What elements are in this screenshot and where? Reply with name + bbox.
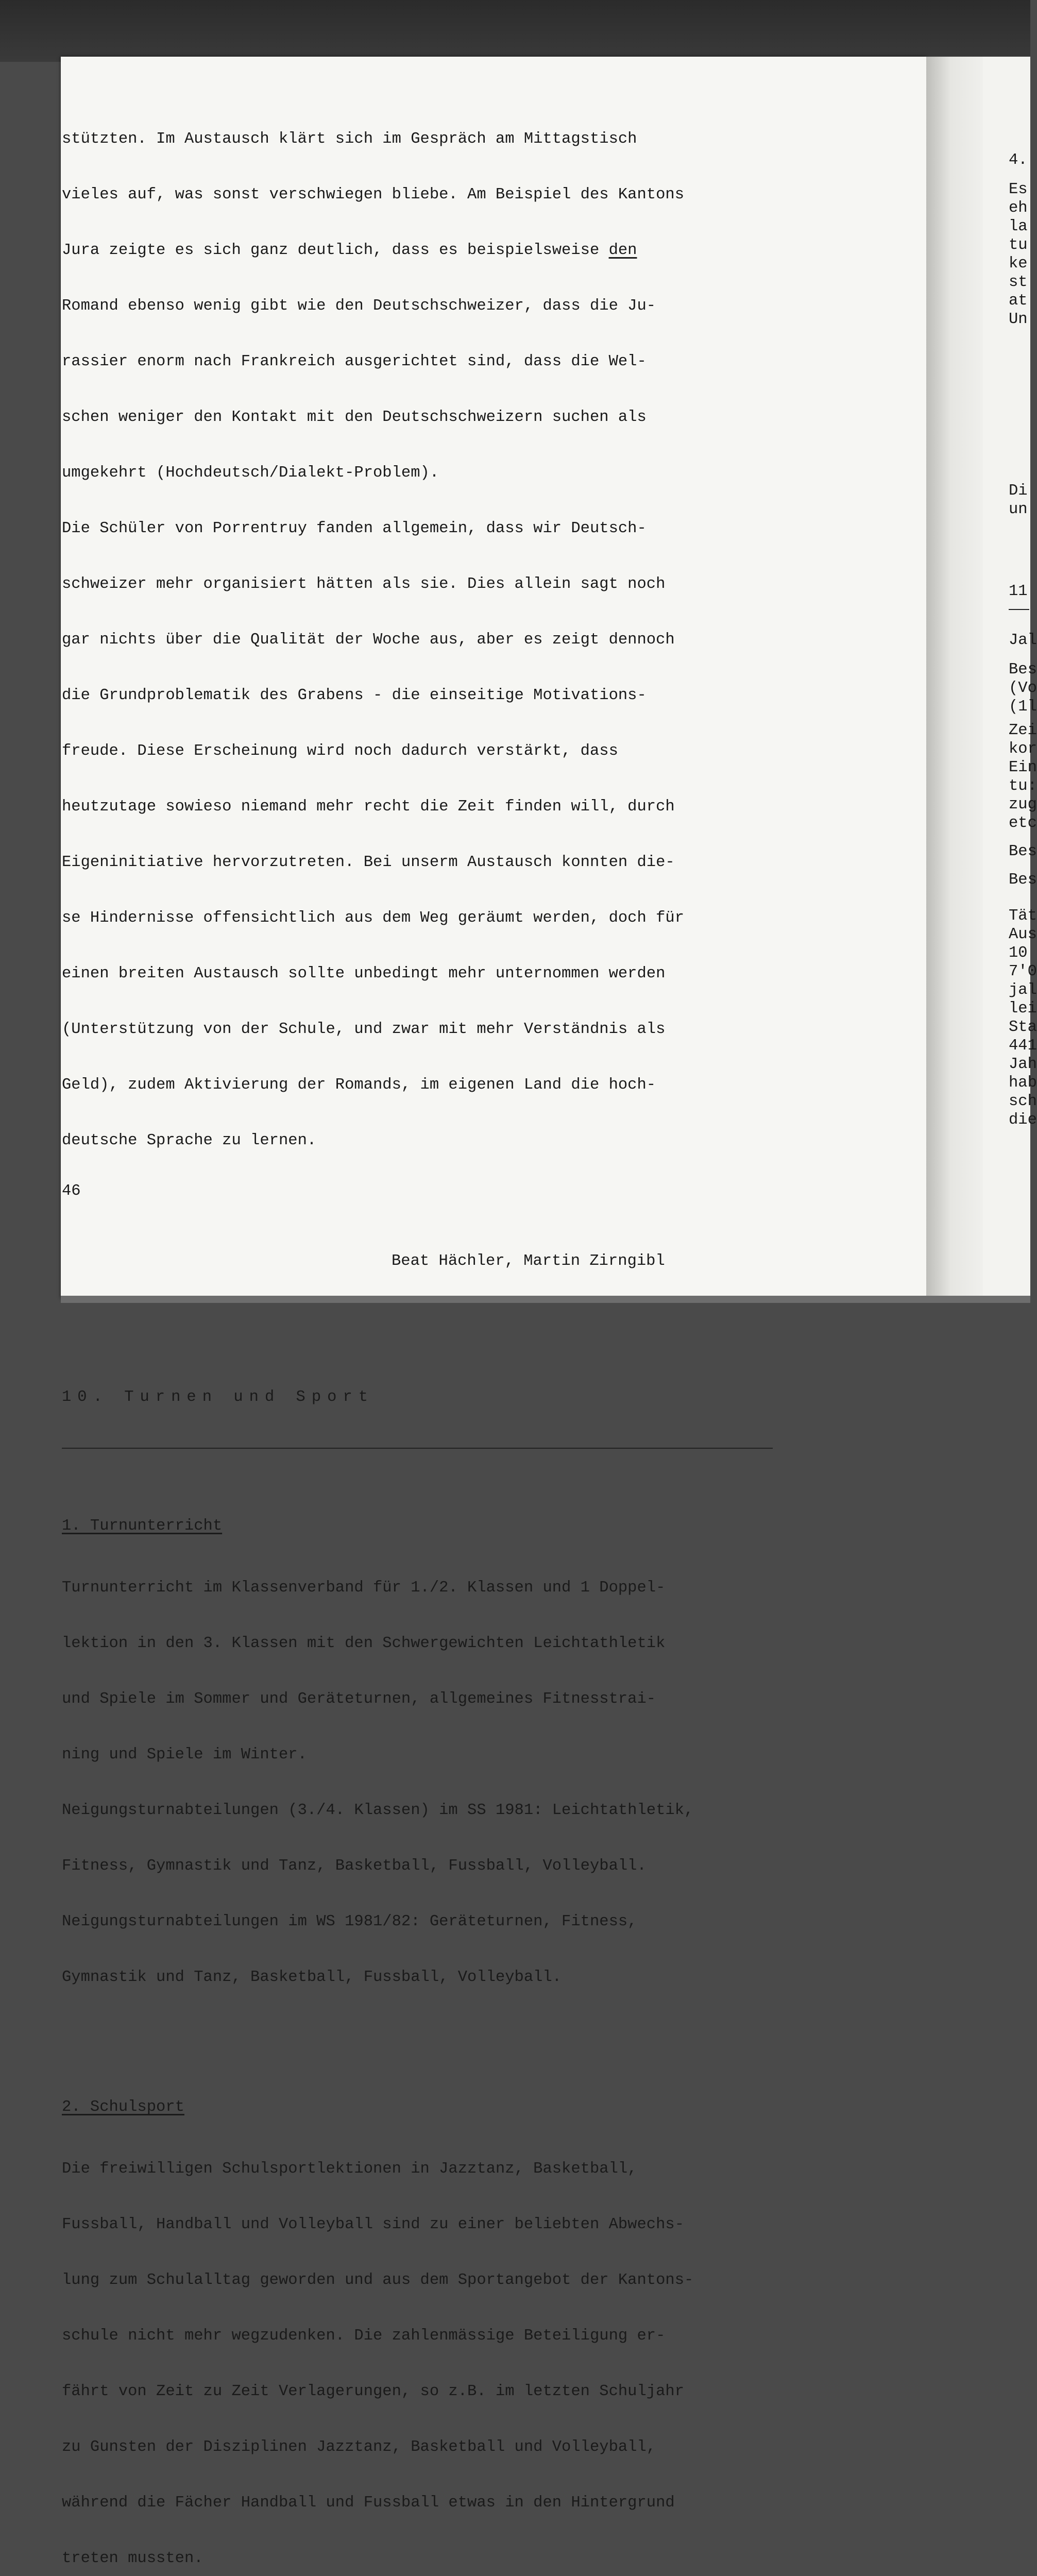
- page-body: [62, 93, 835, 2576]
- body-line: Geld), zudem Aktivierung der Romands, im eigenen Land die hoch-: [62, 1076, 656, 1094]
- right-fragment: 7'0: [1009, 963, 1037, 980]
- right-fragment: 11: [1009, 583, 1028, 600]
- subsection-title: 2. Schulsport: [62, 2098, 184, 2116]
- body-line: deutsche Sprache zu lernen.: [62, 1132, 317, 1149]
- right-fragment: Bes: [1009, 661, 1037, 679]
- body-line: treten mussten.: [62, 2550, 203, 2567]
- body-line: (Unterstützung von der Schule, und zwar mit mehr Verständnis als: [62, 1021, 666, 1038]
- body-line: se Hindernisse offensichtlich aus dem Weg geräumt werden, doch für: [62, 909, 684, 927]
- section-heading-rule: [62, 1448, 773, 1449]
- body-line: zu Gunsten der Disziplinen Jazztanz, Basketball und Volleyball,: [62, 2438, 656, 2456]
- right-fragment: Ein: [1009, 759, 1037, 776]
- body-line: Turnunterricht im Klassenverband für 1./2. Klassen und 1 Doppel-: [62, 1579, 666, 1597]
- body-line: Fussball, Handball und Volleyball sind zu einer beliebten Abwechs-: [62, 2216, 684, 2233]
- right-fragment: zug: [1009, 796, 1037, 814]
- book-gutter: [926, 57, 988, 1298]
- body-line: Romand ebenso wenig gibt wie den Deutschschweizer, dass die Ju-: [62, 297, 656, 315]
- right-fragment: Jal: [1009, 632, 1037, 649]
- body-line: heutzutage sowieso niemand mehr recht die Zeit finden will, durch: [62, 798, 675, 816]
- body-line: umgekehrt (Hochdeutsch/Dialekt-Problem).: [62, 464, 439, 482]
- body-line: fährt von Zeit zu Zeit Verlagerungen, so z.B. im letzten Schuljahr: [62, 2383, 684, 2400]
- body-line: stützten. Im Austausch klärt sich im Gespräch am Mittagstisch: [62, 130, 637, 148]
- right-fragment: Tät: [1009, 907, 1037, 925]
- right-fragment: Es: [1009, 181, 1028, 198]
- right-fragment: Bes: [1009, 843, 1037, 860]
- section-heading: 10. Turnen und Sport: [62, 1388, 375, 1406]
- body-line: rassier enorm nach Frankreich ausgerichtet sind, dass die Wel-: [62, 353, 647, 370]
- right-fragment: eh: [1009, 199, 1028, 217]
- body-line: ning und Spiele im Winter.: [62, 1746, 307, 1764]
- body-line: Neigungsturnabteilungen im WS 1981/82: Geräteturnen, Fitness,: [62, 1913, 637, 1930]
- body-line: lektion in den 3. Klassen mit den Schwergewichten Leichtathletik: [62, 1635, 666, 1652]
- body-line: schule nicht mehr wegzudenken. Die zahlenmässige Beteiligung er-: [62, 2327, 666, 2345]
- right-fragment: lei: [1009, 1000, 1037, 1018]
- right-fragment: Un: [1009, 311, 1028, 328]
- body-line: Die Schüler von Porrentruy fanden allgemein, dass wir Deutsch-: [62, 520, 647, 537]
- right-fragment: st: [1009, 274, 1028, 291]
- body-line: Neigungsturnabteilungen (3./4. Klassen) im SS 1981: Leichtathletik,: [62, 1802, 694, 1819]
- right-fragment: Di: [1009, 482, 1028, 500]
- scan-background-top: [0, 0, 1030, 62]
- right-fragment: (Vo: [1009, 680, 1037, 697]
- body-line: Die freiwilligen Schulsportlektionen in Jazztanz, Basketball,: [62, 2160, 637, 2178]
- author-signature: Beat Hächler, Martin Zirngibl: [392, 1252, 665, 1270]
- body-line: [62, 241, 835, 260]
- right-fragment: etc: [1009, 815, 1037, 832]
- body-line: lung zum Schulalltag geworden und aus dem Sportangebot der Kantons-: [62, 2272, 694, 2289]
- right-page-text: [1009, 0, 1037, 1129]
- body-line: einen breiten Austausch sollte unbedingt mehr unternommen werden: [62, 965, 666, 982]
- right-fragment: jal: [1009, 981, 1037, 999]
- right-fragment: Sta: [1009, 1019, 1037, 1036]
- right-fragment: 10: [1009, 944, 1028, 962]
- body-line: schen weniger den Kontakt mit den Deutschschweizern suchen als: [62, 409, 647, 426]
- body-line: Gymnastik und Tanz, Basketball, Fussball, Volleyball.: [62, 1969, 562, 1986]
- right-fragment: sch: [1009, 1093, 1037, 1110]
- right-fragment: la: [1009, 218, 1028, 235]
- body-line: gar nichts über die Qualität der Woche aus, aber es zeigt dennoch: [62, 631, 675, 649]
- body-line: vieles auf, was sonst verschwiegen bliebe. Am Beispiel des Kantons: [62, 186, 684, 204]
- page-number: 46: [62, 1182, 81, 1200]
- right-fragment: Zei: [1009, 722, 1037, 739]
- right-fragment: 441: [1009, 1037, 1037, 1055]
- body-line: und Spiele im Sommer und Geräteturnen, allgemeines Fitnesstrai-: [62, 1690, 656, 1708]
- body-line-part: Jura zeigte es sich ganz deutlich, dass es beispielsweise: [62, 242, 609, 259]
- right-fragment: at: [1009, 292, 1028, 310]
- right-fragment: kor: [1009, 740, 1037, 758]
- subsection-title: 1. Turnunterricht: [62, 1517, 223, 1535]
- right-fragment: tu: [1009, 236, 1028, 254]
- right-fragment: die: [1009, 1111, 1037, 1129]
- right-fragment: hab: [1009, 1074, 1037, 1092]
- body-line: Fitness, Gymnastik und Tanz, Basketball, Fussball, Volleyball.: [62, 1857, 647, 1875]
- right-fragment: (1l: [1009, 698, 1037, 716]
- right-fragment: Jah: [1009, 1056, 1037, 1073]
- right-fragment: 4.: [1009, 151, 1028, 169]
- right-fragment: Bes: [1009, 871, 1037, 889]
- right-fragment: un: [1009, 501, 1028, 518]
- body-line: Eigeninitiative hervorzutreten. Bei unserm Austausch konnten die-: [62, 854, 675, 871]
- underlined-word: den: [608, 242, 637, 259]
- right-heading-rule: [1009, 609, 1029, 610]
- body-line: während die Fächer Handball und Fussball etwas in den Hintergrund: [62, 2494, 675, 2512]
- body-line: freude. Diese Erscheinung wird noch dadurch verstärkt, dass: [62, 742, 618, 760]
- right-fragment: Aus: [1009, 926, 1037, 943]
- body-line: schweizer mehr organisiert hätten als sie. Dies allein sagt noch: [62, 575, 666, 593]
- body-line: die Grundproblematik des Grabens - die einseitige Motivations-: [62, 687, 647, 704]
- right-fragment: ke: [1009, 255, 1028, 273]
- right-fragment: tu:: [1009, 777, 1037, 795]
